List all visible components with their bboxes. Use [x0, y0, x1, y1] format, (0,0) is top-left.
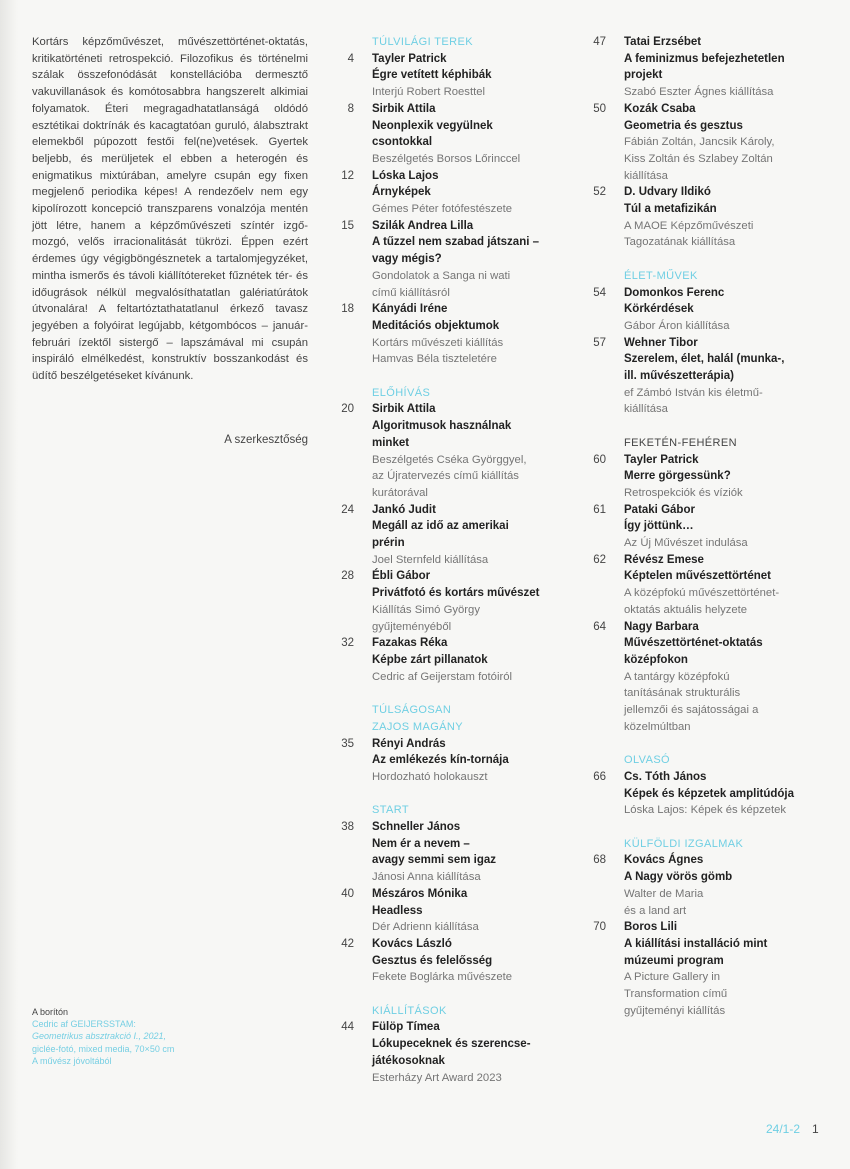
entry-title: Privátfotó és kortárs művészet	[372, 587, 540, 600]
entry-page-number: 15	[341, 219, 354, 232]
entry-page-number: 40	[341, 887, 354, 900]
toc-entry	[588, 769, 796, 819]
entry-author: Schneller János	[372, 821, 461, 833]
editorial-signature: A szerkesztőség	[224, 434, 308, 446]
entry-subtitle: A Picture Gallery in	[624, 971, 721, 984]
section-gap	[588, 418, 796, 435]
entry-title: Képtelen művészettörténet	[624, 570, 771, 583]
entry-title: Körkérdések	[624, 303, 694, 316]
toc-entry	[336, 635, 544, 685]
entry-page-number: 18	[341, 303, 354, 316]
entry-title: játékosoknak	[372, 1054, 445, 1067]
entry-author: Mészáros Mónika	[372, 887, 468, 900]
entry-subtitle: Hordozható holokauszt	[372, 770, 488, 783]
section-title: FEKETÉN-FEHÉREN	[624, 436, 737, 449]
entry-title: minket	[372, 436, 410, 449]
entry-page-number: 32	[341, 637, 354, 650]
section-title: ELŐHÍVÁS	[372, 386, 431, 399]
entry-title: Képbe zárt pillanatok	[372, 654, 488, 666]
entry-subtitle: Beszélgetés Borsos Lőrinccel	[372, 152, 521, 165]
entry-author: Szilák Andrea Lilla	[372, 219, 474, 232]
entry-title: vagy mégis?	[372, 253, 442, 266]
entry-title: Képek és képzetek amplitúdója	[624, 787, 795, 800]
toc-entry	[588, 919, 796, 1019]
entry-author: Tayler Patrick	[372, 52, 447, 65]
toc-entry	[336, 819, 544, 886]
entry-subtitle: ef Zámbó István kis életmű-	[624, 386, 763, 399]
entry-author: Ébli Gábor	[372, 570, 431, 583]
entry-subtitle: A középfokú művészettörténet-	[624, 587, 780, 600]
entry-title: A kiállítási installáció mint	[624, 937, 768, 950]
section-gap	[336, 986, 544, 1003]
toc-entry	[336, 502, 544, 569]
editorial-intro	[32, 34, 308, 385]
entry-subtitle: Jánosi Anna kiállítása	[372, 871, 481, 884]
entry-subtitle: Retrospekciók és víziók	[624, 486, 743, 499]
entry-page-number: 38	[341, 821, 354, 833]
entry-page-number: 24	[341, 503, 354, 516]
entry-subtitle: az Újratervezés című kiállítás	[372, 470, 519, 483]
entry-page-number: 64	[593, 620, 606, 633]
toc-entry	[336, 51, 544, 101]
entry-author: Lóska Lajos	[372, 169, 439, 182]
toc-entry	[336, 936, 544, 986]
toc-column-right	[588, 34, 796, 1019]
entry-subtitle: tanításának strukturális	[624, 687, 741, 700]
entry-page-number: 60	[593, 453, 606, 466]
section-title: ZAJOS MAGÁNY	[372, 720, 463, 733]
entry-author: Kovács Ágnes	[624, 854, 704, 867]
cover-technique: giclée-fotó, mixed media, 70×50 cm	[32, 1043, 175, 1054]
entry-page-number: 61	[593, 503, 606, 516]
section-title: OLVASÓ	[624, 754, 671, 767]
section-title: KIÁLLÍTÁSOK	[372, 1004, 447, 1017]
entry-title: Szerelem, élet, halál (munka-,	[624, 353, 785, 366]
entry-subtitle: Interjú Robert Roesttel	[372, 86, 486, 99]
entry-page-number: 57	[593, 336, 606, 349]
entry-page-number: 44	[341, 1021, 354, 1034]
entry-author: Boros Lili	[624, 921, 678, 934]
entry-title: A tűzzel nem szabad játszani –	[372, 236, 540, 249]
entry-author: Fülöp Tímea	[372, 1021, 440, 1034]
entry-subtitle: Joel Sternfeld kiállítása	[372, 553, 489, 566]
section-gap	[588, 736, 796, 753]
section-title: KÜLFÖLDI IZGALMAK	[624, 837, 744, 850]
entry-author: D. Udvary Ildikó	[624, 186, 711, 199]
cover-courtesy: A művész jóvoltából	[32, 1055, 112, 1066]
entry-subtitle: Gábor Áron kiállítása	[624, 319, 730, 332]
entry-subtitle: Transformation című	[624, 988, 728, 1001]
section-gap	[588, 251, 796, 268]
entry-subtitle: Fekete Boglárka művészete	[372, 971, 513, 984]
entry-title: A Nagy vörös gömb	[624, 871, 733, 884]
entry-subtitle: jellemzői és sajátosságai a	[624, 704, 759, 717]
cover-credit	[32, 1006, 232, 1067]
entry-page-number: 4	[347, 52, 354, 65]
entry-subtitle: Beszélgetés Cséka Györggyel,	[372, 453, 527, 466]
entry-title: Gesztus és felelősség	[372, 954, 493, 967]
cover-work: Geometrikus absztrakció I., 2021,	[32, 1031, 167, 1042]
entry-page-number: 52	[593, 186, 606, 199]
toc-entry	[588, 452, 796, 502]
entry-author: Pataki Gábor	[624, 503, 695, 516]
toc-entry	[588, 852, 796, 919]
page-fold-shadow	[0, 0, 18, 1169]
toc-column-middle	[336, 34, 544, 1086]
toc-entry	[336, 736, 544, 786]
entry-subtitle: kurátorával	[372, 486, 428, 499]
toc-entry	[588, 619, 796, 736]
toc-entry	[336, 168, 544, 218]
entry-subtitle: gyűjteményi kiállítás	[624, 1004, 726, 1017]
section-gap	[336, 786, 544, 803]
entry-subtitle: Hamvas Béla tiszteletére	[372, 353, 497, 366]
entry-title: Művészettörténet-oktatás	[624, 637, 763, 650]
entry-title: Túl a metafizikán	[624, 203, 717, 216]
section-title: ÉLET-MŰVEK	[624, 269, 698, 282]
toc-entry	[336, 101, 544, 168]
entry-title: Nem ér a nevem –	[372, 837, 470, 850]
entry-title: avagy semmi sem igaz	[372, 854, 497, 867]
cover-artist: Cedric af GEIJERSSTAM:	[32, 1019, 136, 1030]
entry-subtitle: Walter de Maria	[624, 887, 704, 900]
entry-title: Lókupeceknek és szerencse-	[372, 1038, 531, 1051]
entry-subtitle: Lóska Lajos: Képek és képzetek	[624, 804, 787, 817]
entry-author: Kányádi Iréne	[372, 303, 448, 316]
toc-entry	[336, 401, 544, 501]
section-title: TÚLVILÁGI TEREK	[372, 36, 473, 48]
entry-title: Geometria és gesztus	[624, 119, 743, 132]
entry-subtitle: kiállítása	[624, 169, 668, 182]
entry-page-number: 12	[341, 169, 354, 182]
section-gap	[336, 685, 544, 702]
entry-author: Cs. Tóth János	[624, 770, 707, 783]
section-title: START	[372, 804, 410, 817]
entry-page-number: 35	[341, 737, 354, 750]
page-number: 1	[812, 1122, 819, 1136]
entry-subtitle: A tantárgy középfokú	[624, 670, 730, 683]
entry-title: csontokkal	[372, 136, 433, 149]
entry-author: Wehner Tibor	[624, 336, 698, 349]
entry-page-number: 20	[341, 403, 354, 416]
entry-subtitle: A MAOE Képzőművészeti	[624, 219, 754, 232]
section-gap	[588, 819, 796, 836]
entry-title: múzeumi program	[624, 954, 724, 967]
entry-title: Az emlékezés kín-tornája	[372, 754, 509, 767]
toc-entry	[336, 568, 544, 635]
entry-author: Kozák Csaba	[624, 102, 696, 115]
entry-page-number: 62	[593, 553, 606, 566]
entry-page-number: 66	[593, 770, 606, 783]
entry-title: projekt	[624, 69, 663, 82]
entry-author: Révész Emese	[624, 553, 704, 566]
entry-author: Tayler Patrick	[624, 453, 699, 466]
entry-subtitle: Szabó Eszter Ágnes kiállítása	[624, 86, 774, 99]
entry-subtitle: című kiállításról	[372, 286, 450, 299]
entry-page-number: 47	[593, 36, 606, 48]
entry-page-number: 68	[593, 854, 606, 867]
entry-title: ill. művészetterápia)	[624, 370, 734, 383]
entry-page-number: 70	[593, 921, 606, 934]
toc-entry	[588, 34, 796, 101]
intro-paragraph: Kortárs képzőművészet, művészettörténet-oktatás, kritikatörténeti retrospekció. Filozofikus és történelmi szálak összefonódását konstellációba dermesztő vakuvillanások és komótosabbra hangszerelt alkimiai folyamatok. Éteri megragadhatatlanságá oldódó esztétikai doktrínák és kacagtatóan guruló, álabsztrakt elemekből púpozott festői fel(ne)vetések. Gyertek beljebb, és merüljetek el ebben a heterogén és enigmatikus mixtúrában, amelyre csupán egy fixen megjelenő periodika képes! A rendezőelv nem egy kipolírozott koncepció transzparens vonalzója mentén jött létre, hanem a képzőművészeti színtér izgő-mozgó, velős irracionalitását tükrözi. Éppen ezért érdemes úgy végigböngésznetek a tartalomjegyzéket, mintha ismerős és távoli kiállítótereket fűznétek tér- és időugrások nélkül megvalósíthatatlan galériatúrátok útvonalára! A feltartóztathatatlanul érkező tavasz jegyében a folyóirat legújabb, kétgombócos – január-februári ízektől sistergő – lapszámával mi csupán inspiráló elmélkedést, konstruktív bosszankodást és üdítő beszélgetéseket kívánunk.	[32, 36, 308, 383]
toc-entry	[588, 184, 796, 251]
entry-title: Algoritmusok használnak	[372, 420, 512, 433]
entry-author: Nagy Barbara	[624, 620, 699, 633]
entry-subtitle: Gondolatok a Sanga ni wati	[372, 269, 511, 282]
toc-entry	[588, 502, 796, 552]
entry-title: Merre görgessünk?	[624, 470, 731, 483]
entry-author: Kovács László	[372, 937, 452, 950]
entry-title: A feminizmus befejezhetetlen	[624, 52, 785, 65]
entry-subtitle: oktatás aktuális helyzete	[624, 603, 748, 616]
toc-entry	[336, 218, 544, 302]
entry-author: Fazakas Réka	[372, 637, 448, 650]
toc-entry	[336, 886, 544, 936]
toc-entry	[588, 101, 796, 185]
entry-subtitle: Gémes Péter fotófestészete	[372, 203, 513, 216]
entry-title: Égre vetített képhibák	[372, 69, 492, 82]
entry-title: Headless	[372, 904, 423, 917]
entry-subtitle: Kiss Zoltán és Szlabey Zoltán	[624, 152, 773, 165]
entry-subtitle: Cedric af Geijerstam fotóiról	[372, 670, 513, 683]
entry-page-number: 42	[341, 937, 354, 950]
page-footer	[766, 1122, 819, 1136]
entry-subtitle: kiállítása	[624, 403, 668, 416]
entry-subtitle: Kiállítás Simó György	[372, 603, 480, 616]
section-gap	[336, 368, 544, 385]
entry-title: Megáll az idő az amerikai prérin	[372, 520, 509, 550]
issue-number: 24/1-2	[766, 1122, 801, 1136]
entry-subtitle: Kortárs művészeti kiállítás	[372, 336, 504, 349]
entry-author: Tatai Erzsébet	[624, 36, 702, 48]
entry-author: Jankó Judit	[372, 503, 436, 516]
entry-page-number: 8	[347, 102, 354, 115]
entry-author: Rényi András	[372, 737, 446, 750]
entry-author: Domonkos Ferenc	[624, 286, 725, 299]
entry-page-number: 54	[593, 286, 606, 299]
toc-entry	[336, 301, 544, 368]
entry-subtitle: Tagozatának kiállítása	[624, 236, 736, 249]
entry-subtitle: Az Új Művészet indulása	[624, 537, 748, 550]
entry-subtitle: Esterházy Art Award 2023	[372, 1071, 502, 1084]
entry-subtitle: és a land art	[624, 904, 687, 917]
entry-title: Meditációs objektumok	[372, 319, 500, 332]
toc-entry	[588, 552, 796, 619]
entry-page-number: 50	[593, 102, 606, 115]
entry-author: Sirbik Attila	[372, 102, 436, 115]
toc-entry	[336, 1019, 544, 1086]
toc-entry	[588, 335, 796, 419]
entry-title: Neonplexik vegyülnek	[372, 119, 493, 132]
entry-subtitle: gyűjteményéből	[372, 620, 452, 633]
entry-subtitle: Fábián Zoltán, Jancsik Károly,	[624, 136, 775, 149]
entry-subtitle: közelmúltban	[624, 720, 691, 733]
section-title: TÚLSÁGOSAN	[372, 704, 452, 717]
cover-label: A borítón	[32, 1007, 69, 1017]
entry-title: Árnyképek	[372, 186, 431, 199]
entry-title: Így jöttünk…	[624, 520, 694, 533]
entry-subtitle: Dér Adrienn kiállítása	[372, 921, 479, 934]
entry-title: középfokon	[624, 653, 688, 666]
entry-page-number: 28	[341, 570, 354, 583]
toc-entry	[588, 285, 796, 335]
entry-author: Sirbik Attila	[372, 403, 436, 416]
